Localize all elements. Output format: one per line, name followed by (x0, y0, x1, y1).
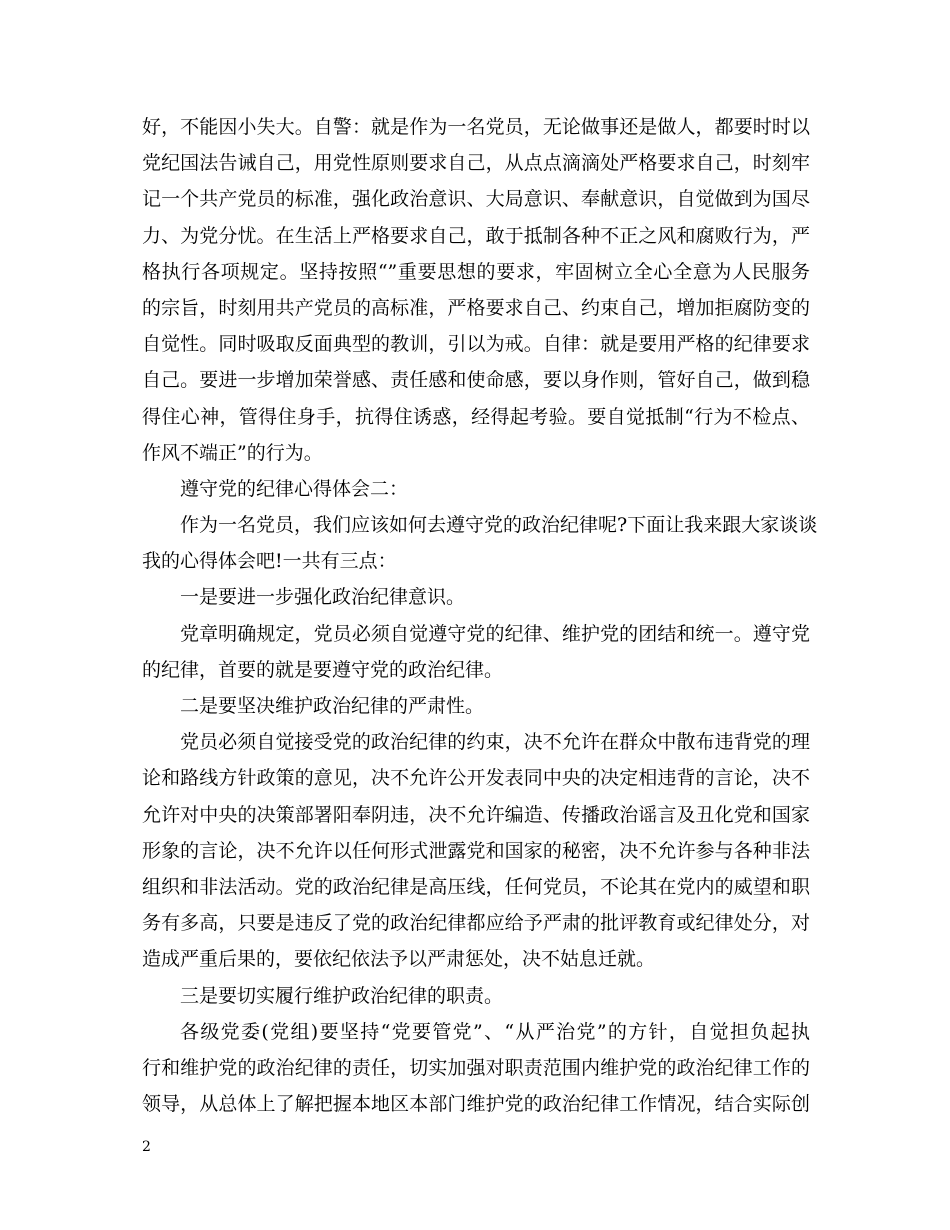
text-line: 好，不能因小失大。自警：就是作为一名党员，无论做事还是做人，都要时时以 (142, 116, 810, 138)
text-line: 形象的言论，决不允许以任何形式泄露党和国家的秘密，决不允许参与各种非法 (142, 839, 810, 862)
text-line: 自觉性。同时吸取反面典型的教训，引以为戒。自律：就是要用严格的纪律要求 (142, 333, 810, 356)
document-body (142, 109, 818, 1122)
text-line: 作为一名党员，我们应该如何去遵守党的政治纪律呢?下面让我来跟大家谈谈 (180, 514, 818, 537)
text-line: 一是要进一步强化政治纪律意识。 (180, 586, 466, 609)
text-line: 各级党委(党组)要坚持“党要管党”、“从严治党”的方针，自觉担负起执 (180, 1020, 810, 1043)
text-line: 格执行各项规定。坚持按照“”重要思想的要求，牢固树立全心全意为人民服务 (142, 260, 810, 283)
text-line: 的宗旨，时刻用共产党员的高标准，严格要求自己、约束自己，增加拒腐防变的 (142, 296, 810, 319)
text-line: 党纪国法告诫自己，用党性原则要求自己，从点点滴滴处严格要求自己，时刻牢 (142, 152, 810, 175)
page-number: 2 (142, 1139, 151, 1155)
text-line: 行和维护党的政治纪律的责任，切实加强对职责范围内维护党的政治纪律工作的 (142, 1056, 810, 1079)
text-line: 二是要坚决维护政治纪律的严肃性。 (180, 695, 485, 717)
text-line: 三是要切实履行维护政治纪律的职责。 (180, 984, 504, 1007)
text-line: 论和路线方针政策的意见，决不允许公开发表同中央的决定相违背的言论，决不 (142, 767, 810, 790)
text-line: 务有多高，只要是违反了党的政治纪律都应给予严肃的批评教育或纪律处分，对 (142, 912, 810, 935)
text-line: 党章明确规定，党员必须自觉遵守党的纪律、维护党的团结和统一。遵守党 (180, 622, 810, 645)
text-line: 我的心得体会吧!一共有三点： (142, 550, 397, 573)
text-line: 力、为党分忧。在生活上严格要求自己，敢于抵制各种不正之风和腐败行为，严 (142, 224, 810, 247)
text-line: 领导，从总体上了解把握本地区本部门维护党的政治纪律工作情况，结合实际创 (142, 1093, 810, 1116)
text-line: 作风不端正”的行为。 (142, 441, 323, 464)
text-line: 允许对中央的决策部署阳奉阴违，决不允许编造、传播政治谣言及丑化党和国家 (142, 803, 810, 826)
text-line: 记一个共产党员的标准，强化政治意识、大局意识、奉献意识，自觉做到为国尽 (142, 188, 810, 211)
text-line: 党员必须自觉接受党的政治纪律的约束，决不允许在群众中散布违背党的理 (180, 731, 810, 754)
text-line: 自己。要进一步增加荣誉感、责任感和使命感，要以身作则，管好自己，做到稳 (142, 369, 810, 392)
text-line: 组织和非法活动。党的政治纪律是高压线，任何党员，不论其在党内的威望和职 (142, 875, 810, 898)
text-line: 遵守党的纪律心得体会二： (180, 477, 409, 500)
text-line: 得住心神，管得住身手，抗得住诱惑，经得起考验。要自觉抵制“行为不检点、 (142, 405, 810, 428)
text-line: 的纪律，首要的就是要遵守党的政治纪律。 (142, 658, 504, 681)
text-line: 造成严重后果的，要依纪依法予以严肃惩处，决不姑息迁就。 (142, 948, 656, 971)
